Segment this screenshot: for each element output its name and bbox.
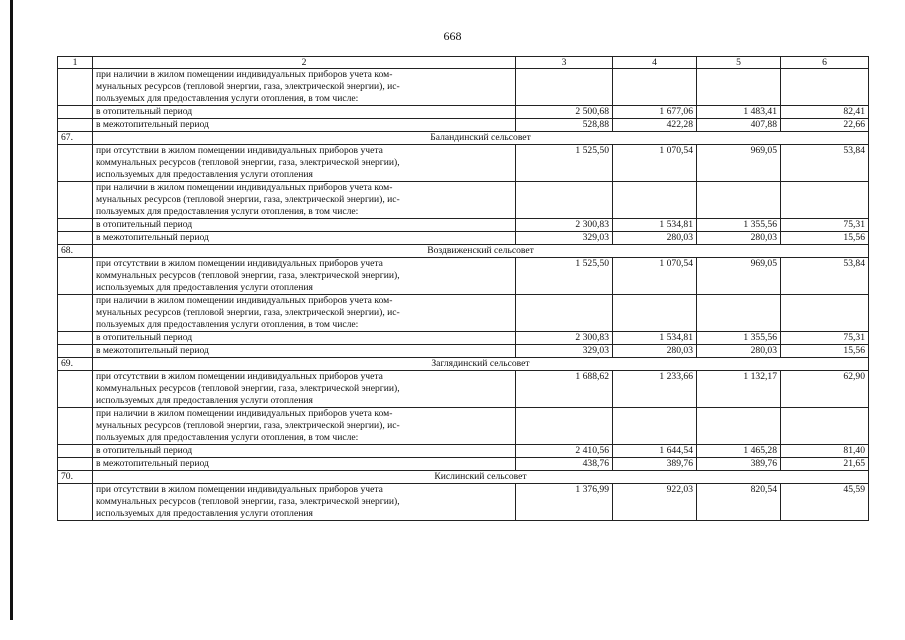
row-description: в межотопительный период [93, 119, 516, 132]
scan-edge-bar [10, 0, 13, 620]
value-col-5: 969,05 [697, 258, 781, 295]
settlement-name: Баландинский сельсовет [93, 132, 869, 145]
value-col-6: 15,56 [781, 345, 869, 358]
row-description: в межотопительный период [93, 345, 516, 358]
column-header: 5 [697, 57, 781, 69]
table-row [58, 182, 869, 219]
column-header: 4 [613, 57, 697, 69]
value-col-4 [613, 408, 697, 445]
value-col-6: 15,56 [781, 232, 869, 245]
value-col-3: 2 300,83 [516, 332, 613, 345]
value-col-4 [613, 295, 697, 332]
value-col-6: 21,65 [781, 458, 869, 471]
table-row [58, 119, 869, 132]
value-col-3 [516, 182, 613, 219]
row-index [58, 345, 93, 358]
value-col-6: 22,66 [781, 119, 869, 132]
value-col-3: 329,03 [516, 345, 613, 358]
value-col-3 [516, 408, 613, 445]
value-col-6: 53,84 [781, 258, 869, 295]
row-index [58, 106, 93, 119]
table-row [58, 219, 869, 232]
value-col-5: 1 483,41 [697, 106, 781, 119]
value-col-6 [781, 295, 869, 332]
settlement-name: Воздвиженский сельсовет [93, 245, 869, 258]
row-index [58, 258, 93, 295]
settlement-header-row [58, 358, 869, 371]
value-col-4: 1 534,81 [613, 219, 697, 232]
settlement-header-row [58, 132, 869, 145]
column-header: 2 [93, 57, 516, 69]
table-row [58, 332, 869, 345]
value-col-6 [781, 182, 869, 219]
settlement-name: Заглядинский сельсовет [93, 358, 869, 371]
row-description: при наличии в жилом помещении индивидуальных приборов учета ком- мунальных ресурсов (тепловой энергии, газа, электрической энергии), ис- пользуемых для предоставления услуги отопления, в том числе: [93, 69, 516, 106]
value-col-3: 1 688,62 [516, 371, 613, 408]
value-col-5: 820,54 [697, 484, 781, 521]
value-col-6: 81,40 [781, 445, 869, 458]
value-col-5: 407,88 [697, 119, 781, 132]
value-col-3: 2 300,83 [516, 219, 613, 232]
value-col-3: 1 525,50 [516, 145, 613, 182]
row-index: 68. [58, 245, 93, 258]
row-index [58, 232, 93, 245]
table-row [58, 295, 869, 332]
row-index [58, 119, 93, 132]
value-col-3: 438,76 [516, 458, 613, 471]
value-col-5: 1 355,56 [697, 332, 781, 345]
column-header: 3 [516, 57, 613, 69]
value-col-3 [516, 295, 613, 332]
row-description: при отсутствии в жилом помещении индивидуальных приборов учета коммунальных ресурсов (тепловой энергии, газа, электрической энергии), используемых для предоставления услуги отопления [93, 371, 516, 408]
row-description: в отопительный период [93, 445, 516, 458]
value-col-5 [697, 69, 781, 106]
value-col-5: 389,76 [697, 458, 781, 471]
column-number-row [58, 57, 869, 69]
page-number: 668 [443, 29, 462, 43]
row-description: в отопительный период [93, 106, 516, 119]
row-description: в межотопительный период [93, 458, 516, 471]
row-description: в межотопительный период [93, 232, 516, 245]
table-row [58, 145, 869, 182]
value-col-4: 1 677,06 [613, 106, 697, 119]
settlement-header-row [58, 245, 869, 258]
value-col-3: 2 500,68 [516, 106, 613, 119]
row-description: в отопительный период [93, 332, 516, 345]
row-index: 69. [58, 358, 93, 371]
settlement-header-row [58, 471, 869, 484]
value-col-6: 53,84 [781, 145, 869, 182]
value-col-3 [516, 69, 613, 106]
row-index [58, 69, 93, 106]
table-row [58, 106, 869, 119]
value-col-5: 1 355,56 [697, 219, 781, 232]
value-col-4: 1 070,54 [613, 258, 697, 295]
value-col-5 [697, 295, 781, 332]
row-description: в отопительный период [93, 219, 516, 232]
row-index [58, 145, 93, 182]
table-row [58, 345, 869, 358]
row-index: 67. [58, 132, 93, 145]
value-col-3: 528,88 [516, 119, 613, 132]
value-col-4 [613, 182, 697, 219]
row-description: при отсутствии в жилом помещении индивидуальных приборов учета коммунальных ресурсов (тепловой энергии, газа, электрической энергии), используемых для предоставления услуги отопления [93, 145, 516, 182]
table-row [58, 484, 869, 521]
row-index [58, 332, 93, 345]
value-col-4: 422,28 [613, 119, 697, 132]
value-col-4: 1 534,81 [613, 332, 697, 345]
value-col-6: 75,31 [781, 219, 869, 232]
row-index [58, 408, 93, 445]
value-col-6 [781, 408, 869, 445]
table-row [58, 258, 869, 295]
value-col-6: 45,59 [781, 484, 869, 521]
value-col-6: 82,41 [781, 106, 869, 119]
table-row [58, 445, 869, 458]
value-col-4 [613, 69, 697, 106]
value-col-5: 1 465,28 [697, 445, 781, 458]
table-row [58, 232, 869, 245]
row-index [58, 182, 93, 219]
value-col-6: 75,31 [781, 332, 869, 345]
value-col-4: 1 644,54 [613, 445, 697, 458]
value-col-5: 1 132,17 [697, 371, 781, 408]
value-col-3: 1 525,50 [516, 258, 613, 295]
row-description: при наличии в жилом помещении индивидуальных приборов учета ком- мунальных ресурсов (тепловой энергии, газа, электрической энергии), ис- пользуемых для предоставления услуги отопления, в том числе: [93, 295, 516, 332]
settlement-name: Кислинский сельсовет [93, 471, 869, 484]
row-description: при наличии в жилом помещении индивидуальных приборов учета ком- мунальных ресурсов (тепловой энергии, газа, электрической энергии), ис- пользуемых для предоставления услуги отопления, в том числе: [93, 408, 516, 445]
row-index [58, 484, 93, 521]
value-col-3: 329,03 [516, 232, 613, 245]
column-header: 6 [781, 57, 869, 69]
row-index [58, 295, 93, 332]
table-row [58, 458, 869, 471]
row-description: при отсутствии в жилом помещении индивидуальных приборов учета коммунальных ресурсов (тепловой энергии, газа, электрической энергии), используемых для предоставления услуги отопления [93, 258, 516, 295]
value-col-6: 62,90 [781, 371, 869, 408]
value-col-4: 280,03 [613, 345, 697, 358]
table-row [58, 371, 869, 408]
tariff-table [57, 56, 869, 521]
row-index [58, 445, 93, 458]
column-header: 1 [58, 57, 93, 69]
value-col-4: 389,76 [613, 458, 697, 471]
row-index [58, 371, 93, 408]
value-col-5: 969,05 [697, 145, 781, 182]
value-col-6 [781, 69, 869, 106]
value-col-5 [697, 408, 781, 445]
table-row [58, 69, 869, 106]
row-index: 70. [58, 471, 93, 484]
value-col-3: 2 410,56 [516, 445, 613, 458]
table-row [58, 408, 869, 445]
row-description: при отсутствии в жилом помещении индивидуальных приборов учета коммунальных ресурсов (тепловой энергии, газа, электрической энергии), используемых для предоставления услуги отопления [93, 484, 516, 521]
value-col-4: 1 070,54 [613, 145, 697, 182]
row-description: при наличии в жилом помещении индивидуальных приборов учета ком- мунальных ресурсов (тепловой энергии, газа, электрической энергии), ис- пользуемых для предоставления услуги отопления, в том числе: [93, 182, 516, 219]
value-col-5: 280,03 [697, 232, 781, 245]
value-col-4: 922,03 [613, 484, 697, 521]
value-col-4: 1 233,66 [613, 371, 697, 408]
value-col-5 [697, 182, 781, 219]
value-col-3: 1 376,99 [516, 484, 613, 521]
row-index [58, 219, 93, 232]
value-col-4: 280,03 [613, 232, 697, 245]
value-col-5: 280,03 [697, 345, 781, 358]
row-index [58, 458, 93, 471]
